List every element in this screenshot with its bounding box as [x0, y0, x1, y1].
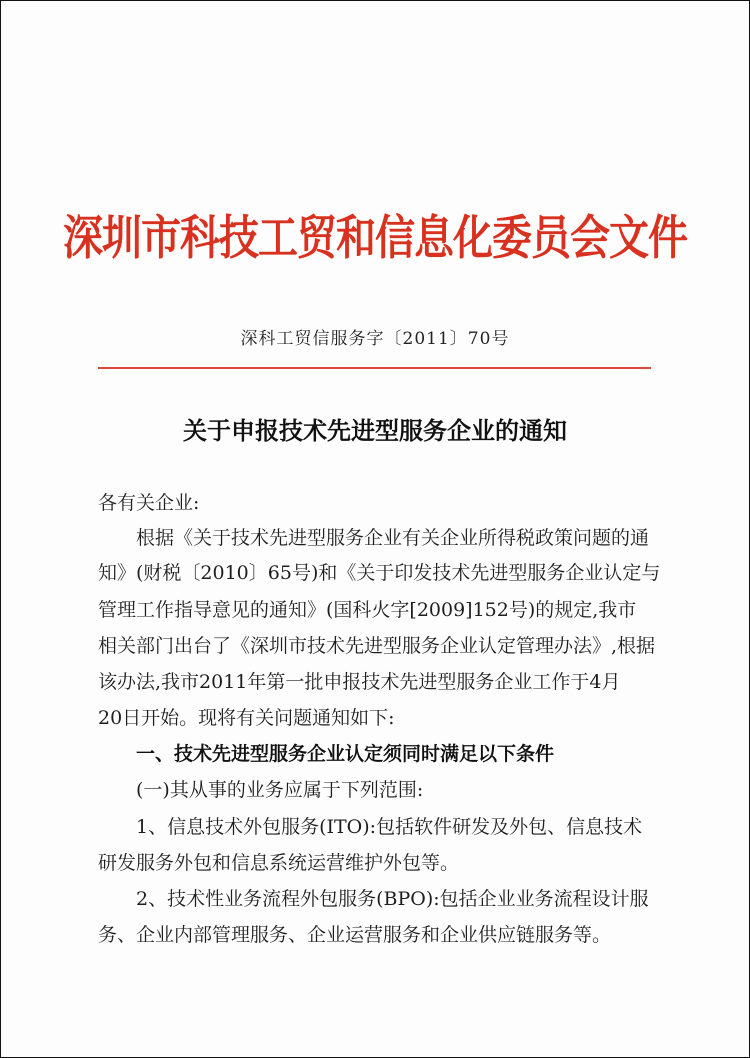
- document-number: 深科工贸信服务字〔2011〕70号: [240, 329, 510, 349]
- body-line: 管理工作指导意见的通知》(国科火字[2009]152号)的规定,我市: [98, 599, 637, 621]
- section-heading: 一、技术先进型服务企业认定须同时满足以下条件: [136, 743, 555, 765]
- body-line: 相关部门出台了《深圳市技术先进型服务企业认定管理办法》,根据: [98, 635, 656, 657]
- document-title: 关于申报技术先进型服务企业的通知: [183, 416, 567, 445]
- body-line: 研发服务外包和信息系统运营维护外包等。: [98, 852, 460, 874]
- body-line: 根据《关于技术先进型服务企业有关企业所得税政策问题的通: [136, 527, 650, 549]
- body-line: 务、企业内部管理服务、企业运营服务和企业供应链服务等。: [98, 924, 612, 946]
- salutation: 各有关企业:: [98, 492, 200, 514]
- body-line: 该办法,我市2011年第一批申报技术先进型服务企业工作于4月: [98, 671, 621, 693]
- body-line: 2、技术性业务流程外包服务(BPO):包括企业业务流程设计服: [136, 888, 649, 910]
- subsection-heading: (一)其从事的业务应属于下列范围:: [136, 779, 424, 801]
- body-line: 20日开始。现将有关问题通知如下:: [98, 707, 395, 729]
- body-line: 知》(财税〔2010〕65号)和《关于印发技术先进型服务企业认定与: [98, 562, 661, 584]
- red-divider-line: [98, 367, 651, 369]
- issuer-header: 深圳市科技工贸和信息化委员会文件: [63, 210, 687, 266]
- body-line: 1、信息技术外包服务(ITO):包括软件研发及外包、信息技术: [136, 816, 643, 838]
